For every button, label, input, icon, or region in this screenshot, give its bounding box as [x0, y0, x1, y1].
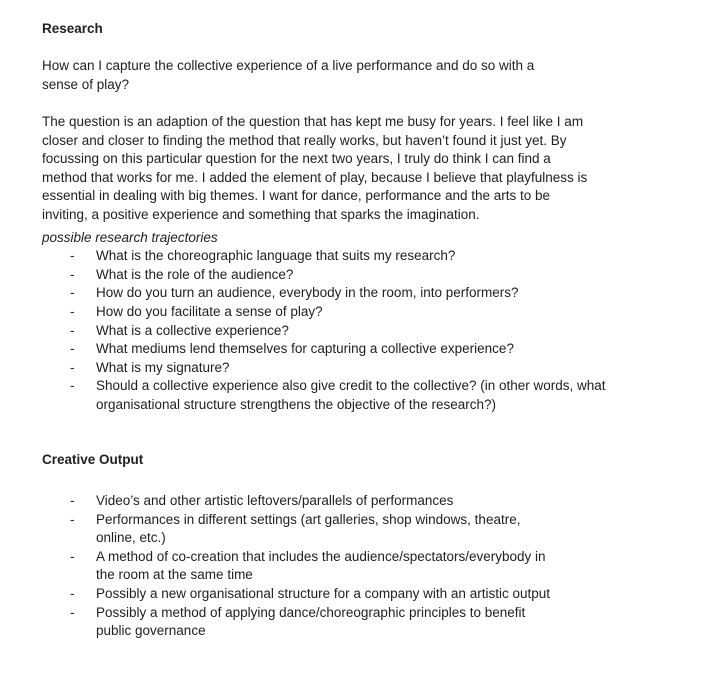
list-item-text: [96, 604, 674, 641]
text-line: Video’s and other artistic leftovers/parallels of performances: [96, 493, 454, 509]
list-bullet-dash: -: [70, 359, 75, 375]
text-line: organisational structure strengthens the objective of the research?): [96, 396, 496, 412]
list-item: [70, 492, 674, 511]
section-heading-creative-output: Creative Output: [42, 452, 144, 468]
list-item-text: [96, 284, 674, 303]
text-line: online, etc.): [96, 530, 166, 546]
list-item: [70, 359, 674, 378]
list-item-text: [96, 359, 674, 378]
list-item-text: [96, 585, 674, 604]
text-line: What mediums lend themselves for capturing a collective experience?: [96, 341, 514, 357]
list-bullet-dash: -: [70, 378, 75, 394]
list-item-text: [96, 266, 674, 285]
list-item: [70, 322, 674, 341]
list-bullet-dash: -: [70, 266, 75, 282]
text-line: Possibly a new organisational structure for a company with an artistic output: [96, 586, 550, 602]
list-item: [70, 266, 674, 285]
text-line: A method of co-creation that includes the audience/spectators/everybody in: [96, 548, 546, 564]
list-bullet-dash: -: [70, 586, 75, 602]
paragraph-research-question: [42, 57, 674, 94]
text-line: Should a collective experience also give credit to the collective? (in other words, what: [96, 378, 606, 394]
text-line: What is a collective experience?: [96, 322, 289, 338]
text-line: method that works for me. I added the element of play, because I believe that playfulness is: [42, 169, 588, 185]
text-line: What is the role of the audience?: [96, 266, 294, 282]
list-item-text: [96, 303, 674, 322]
list-item: [70, 284, 674, 303]
text-line: How do you facilitate a sense of play?: [96, 303, 323, 319]
text-line: How can I capture the collective experience of a live performance and do so with a: [42, 58, 535, 74]
text-line: What is the choreographic language that suits my research?: [96, 248, 456, 264]
text-line: sense of play?: [42, 76, 130, 92]
list-item-text: [96, 247, 674, 266]
text-line: Performances in different settings (art galleries, shop windows, theatre,: [96, 511, 521, 527]
list-item: [70, 604, 674, 641]
list-item-text: [96, 377, 674, 414]
list-bullet-dash: -: [70, 493, 75, 509]
text-line: What is my signature?: [96, 359, 230, 375]
text-line: inviting, a positive experience and something that sparks the imagination.: [42, 206, 480, 222]
list-item: [70, 548, 674, 585]
list-item-text: [96, 322, 674, 341]
list-item: [70, 247, 674, 266]
list-bullet-dash: -: [70, 322, 75, 338]
text-line: focussing on this particular question for the next two years, I truly do think I can find a: [42, 151, 551, 167]
list-bullet-dash: -: [70, 604, 75, 620]
list-bullet-dash: -: [70, 341, 75, 357]
text-line: public governance: [96, 623, 206, 639]
list-bullet-dash: -: [70, 548, 75, 564]
text-line: closer and closer to finding the method that really works, but haven’t found it just yet. By: [42, 132, 567, 148]
list-item: [70, 303, 674, 322]
text-line: How do you turn an audience, everybody in the room, into performers?: [96, 285, 519, 301]
list-bullet-dash: -: [70, 248, 75, 264]
list-item: [70, 511, 674, 548]
list-item: [70, 377, 674, 414]
creative-output-list: [42, 492, 674, 641]
list-item-text: [96, 548, 674, 585]
text-line: the room at the same time: [96, 567, 253, 583]
paragraph-research-body: [42, 113, 674, 225]
list-bullet-dash: -: [70, 303, 75, 319]
list-bullet-dash: -: [70, 285, 75, 301]
list-item: [70, 340, 674, 359]
list-item-text: [96, 511, 674, 548]
list-bullet-dash: -: [70, 511, 75, 527]
research-trajectories-list: [42, 247, 674, 414]
text-line: The question is an adaption of the question that has kept me busy for years. I feel like I am: [42, 113, 584, 129]
list-item-text: [96, 492, 674, 511]
text-line: Possibly a method of applying dance/choreographic principles to benefit: [96, 604, 526, 620]
text-line: essential in dealing with big themes. I want for dance, performance and the arts to be: [42, 188, 551, 204]
section-heading-research: Research: [42, 21, 103, 36]
list-item-text: [96, 340, 674, 359]
list-item: [70, 585, 674, 604]
trajectories-label: possible research trajectories: [42, 229, 218, 245]
